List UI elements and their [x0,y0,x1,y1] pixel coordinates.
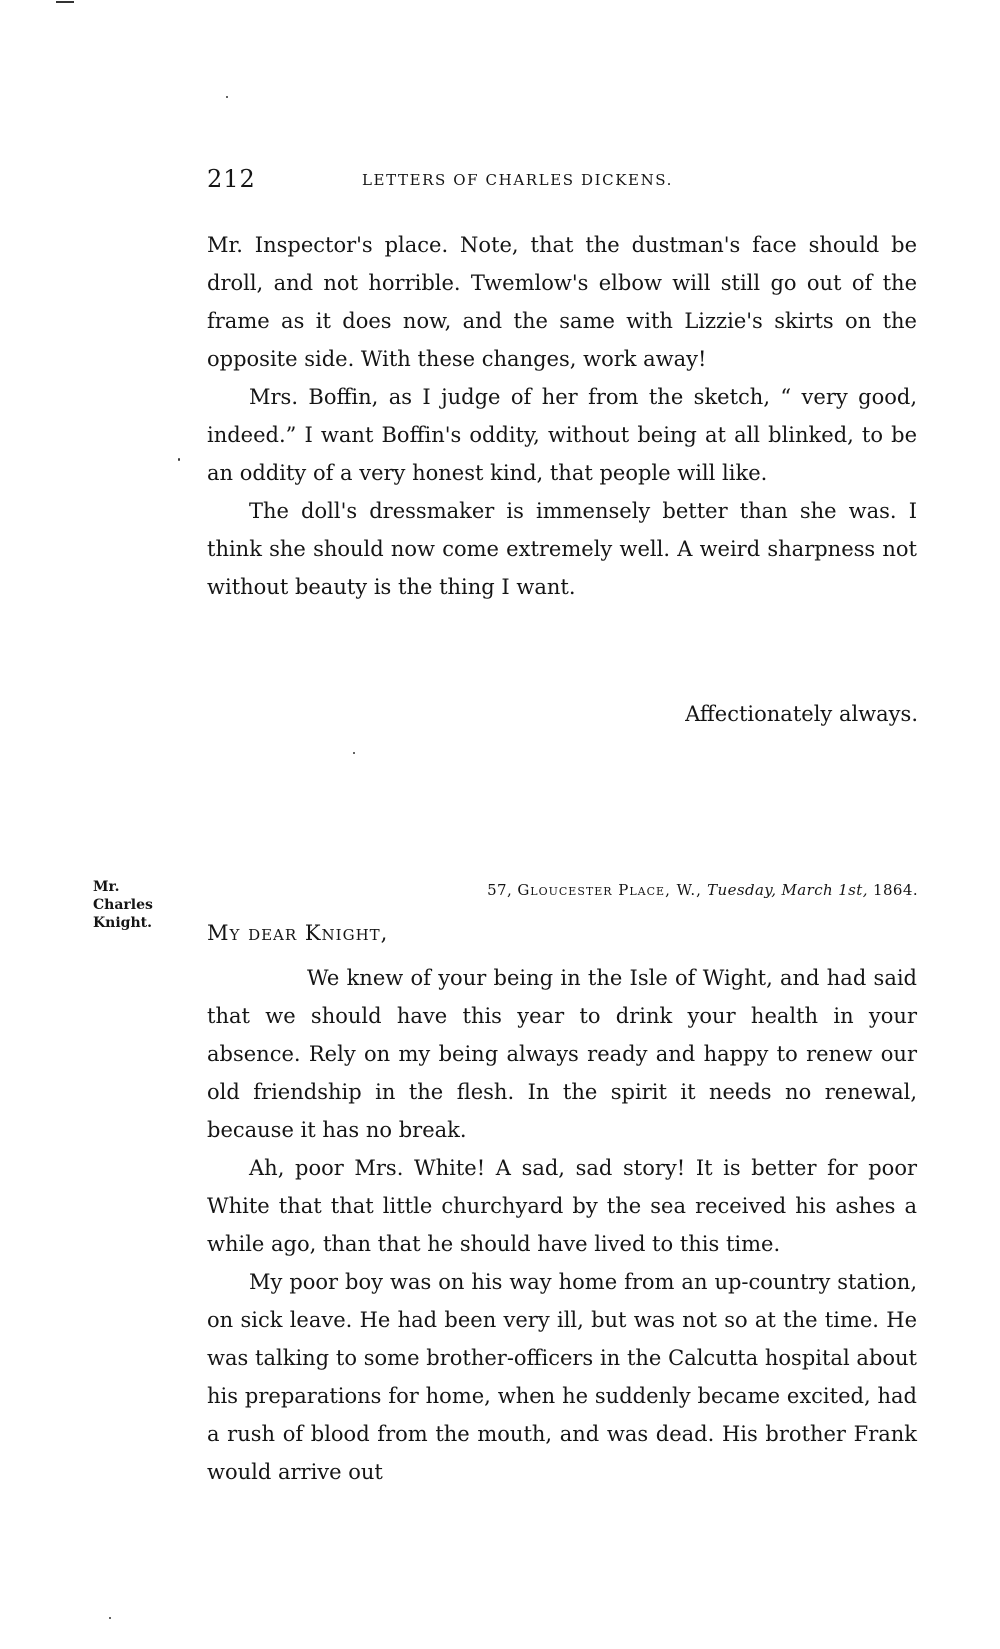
letter-salutation: My dear Knight, [207,921,389,945]
scan-speck [56,1,74,3]
paragraph: We knew of your being in the Isle of Wight, and had said that we should have this year to drink your health in your absence. Rely on my being always ready and happy to renew our old friendship in the flesh. In the spirit it needs no renewal, because it has no break. [207,966,917,1142]
sidenote-line: Knight. [93,915,152,931]
letter-dateline [487,881,918,899]
paragraph: The doll's dressmaker is immensely better than she was. I think she should now come extremely well. A weird sharpness not without beauty is the thing I want. [207,499,917,599]
letter-continuation [207,226,917,606]
scan-speck [178,458,180,461]
dateline-year: 1864. [873,881,918,899]
running-head: LETTERS OF CHARLES DICKENS. [362,171,674,189]
scan-speck [226,96,228,98]
scan-speck [109,1617,111,1619]
letter-body [207,959,917,1491]
sidenote-line: Charles [93,897,153,913]
page-header [207,165,917,199]
dateline-number: 57, [487,881,513,899]
dateline-date: Tuesday, March 1st, [707,881,868,899]
dateline-place: Gloucester Place, W., [517,881,702,899]
sidenote-line: Mr. [93,879,120,895]
paragraph: Mr. Inspector's place. Note, that the dustman's face should be droll, and not horrible. Twemlow's elbow will still go out of the frame as it does now, and the same with Lizzie's skirts on the opposite side. With these changes, work away! [207,233,917,371]
scan-speck [353,752,355,754]
recipient-sidenote [93,878,173,932]
page-number: 212 [207,165,256,193]
paragraph: My poor boy was on his way home from an up-country station, on sick leave. He had been very ill, but was not so at the time. He was talking to some brother-officers in the Calcutta hospital about his preparations for home, when he suddenly became excited, had a rush of blood from the mouth, and was dead. His brother Frank would arrive out [207,1270,917,1484]
paragraph: Mrs. Boffin, as I judge of her from the sketch, “ very good, indeed.” I want Boffin's oddity, without being at all blinked, to be an oddity of a very honest kind, that people will like. [207,385,917,485]
paragraph: Ah, poor Mrs. White! A sad, sad story! It is better for poor White that that little churchyard by the sea received his ashes a while ago, than that he should have lived to this time. [207,1156,917,1256]
letter-closing: Affectionately always. [685,702,918,726]
